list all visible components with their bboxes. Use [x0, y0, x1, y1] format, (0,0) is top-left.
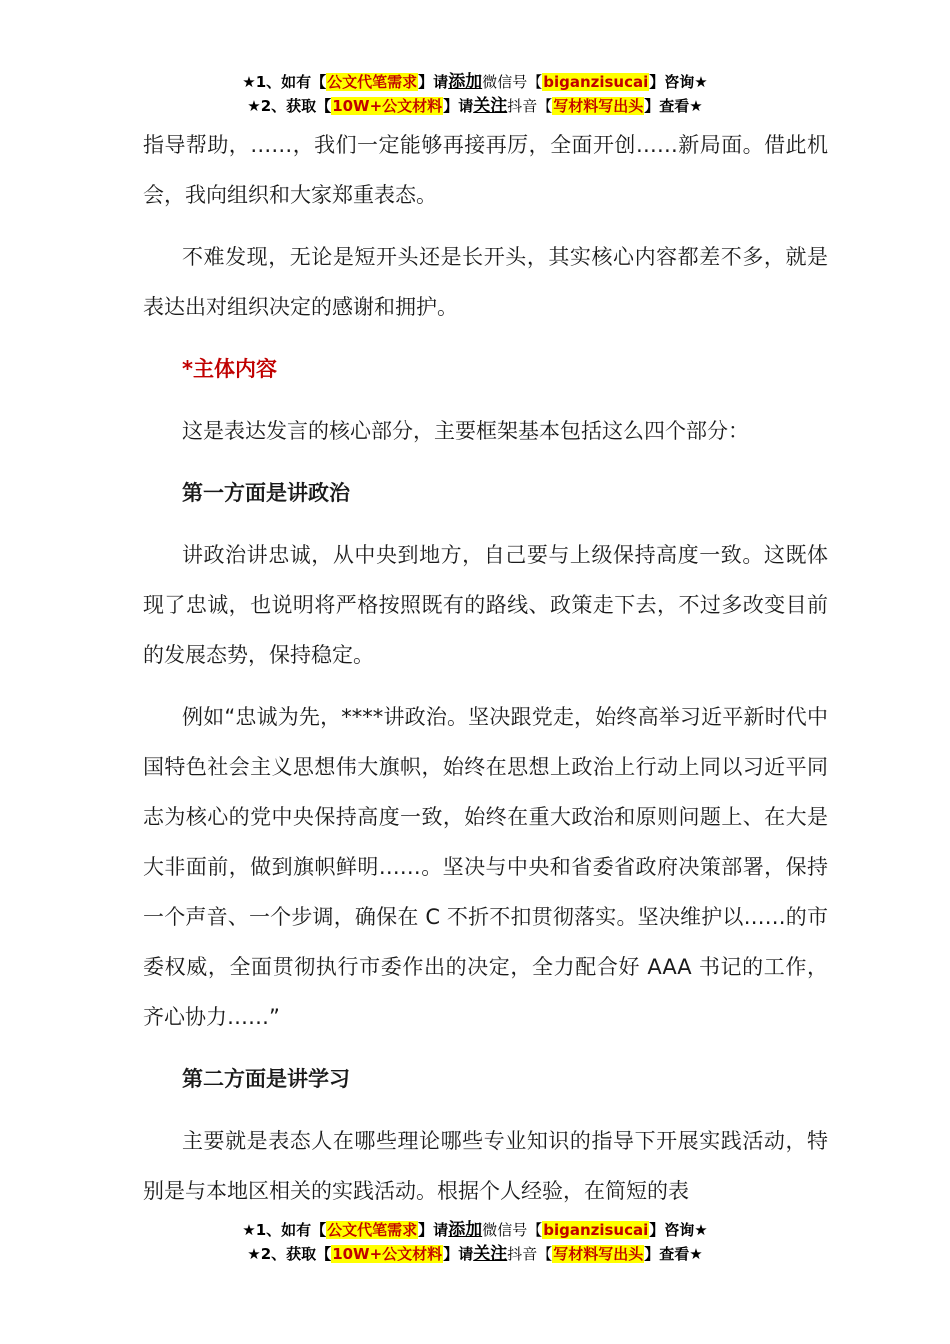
paragraph: 主要就是表态人在哪些理论哪些专业知识的指导下开展实践活动，特别是与本地区相关的实践活动。根据个人经验，在简短的表 [143, 1129, 828, 1203]
paragraph: 讲政治讲忠诚，从中央到地方，自己要与上级保持高度一致。这既体现了忠诚，也说明将严格按照既有的路线、政策走下去，不过多改变目前的发展态势，保持稳定。 [143, 543, 828, 667]
section-heading: *主体内容 [182, 357, 277, 381]
banner-text: 微信号【 [482, 73, 543, 91]
paragraph: 不难发现，无论是短开头还是长开头，其实核心内容都差不多，就是表达出对组织决定的感谢和拥护。 [143, 245, 828, 319]
banner-highlight: 公文代笔需求 [327, 73, 418, 91]
paragraph: 指导帮助，……，我们一定能够再接再厉，全面开创……新局面。借此机会，我向组织和大家郑重表态。 [143, 133, 828, 207]
banner-text: 】请 [443, 1245, 474, 1263]
banner-underline: 关注 [473, 1244, 508, 1264]
banner-underline: 添加 [448, 72, 483, 92]
subsection-heading: 第二方面是讲学习 [182, 1067, 350, 1091]
banner-text: 】查看★ [644, 1245, 703, 1263]
banner-text: 】请 [443, 97, 474, 115]
banner-douyin-name: 写材料写出头 [553, 1245, 644, 1263]
banner-wechat-id: biganzisucai [543, 73, 649, 91]
banner-text: 微信号【 [482, 1221, 543, 1239]
banner-text: ★2、获取【 [247, 1245, 332, 1263]
banner-highlight: 10W+公文材料 [332, 97, 443, 115]
banner-text: 抖音【 [507, 97, 553, 115]
banner-line-2 [0, 94, 950, 118]
footer-banner [0, 1218, 950, 1266]
banner-highlight: 公文代笔需求 [327, 1221, 418, 1239]
banner-underline: 关注 [473, 96, 508, 116]
banner-line-1 [0, 70, 950, 94]
banner-wechat-id: biganzisucai [543, 1221, 649, 1239]
banner-underline: 添加 [448, 1220, 483, 1240]
banner-text: 】咨询★ [649, 73, 708, 91]
banner-text: 】请 [418, 73, 449, 91]
banner-text: ★1、如有【 [242, 73, 327, 91]
banner-text: 】咨询★ [649, 1221, 708, 1239]
paragraph: 例如“忠诚为先，****讲政治。坚决跟党走，始终高举习近平新时代中国特色社会主义思想伟大旗帜，始终在思想上政治上行动上同以习近平同志为核心的党中央保持高度一致，始终在重大政治和原则问题上、在大是大非面前，做到旗帜鲜明……。坚决与中央和省委省政府决策部署，保持一个声音、一个步调，确保在 C 不折不扣贯彻落实。坚决维护以……的市委权威，全面贯彻执行市委作出的决定，全力配合好 AAA 书记的工作，齐心协力……” [143, 705, 828, 1029]
document-body [143, 120, 828, 1228]
banner-text: 】查看★ [644, 97, 703, 115]
header-banner [0, 70, 950, 118]
banner-text: 抖音【 [507, 1245, 553, 1263]
banner-text: 】请 [418, 1221, 449, 1239]
banner-text: ★2、获取【 [247, 97, 332, 115]
banner-douyin-name: 写材料写出头 [553, 97, 644, 115]
banner-line-2 [0, 1242, 950, 1266]
paragraph: 这是表达发言的核心部分，主要框架基本包括这么四个部分： [182, 419, 749, 443]
banner-highlight: 10W+公文材料 [332, 1245, 443, 1263]
banner-line-1 [0, 1218, 950, 1242]
subsection-heading: 第一方面是讲政治 [182, 481, 350, 505]
banner-text: ★1、如有【 [242, 1221, 327, 1239]
